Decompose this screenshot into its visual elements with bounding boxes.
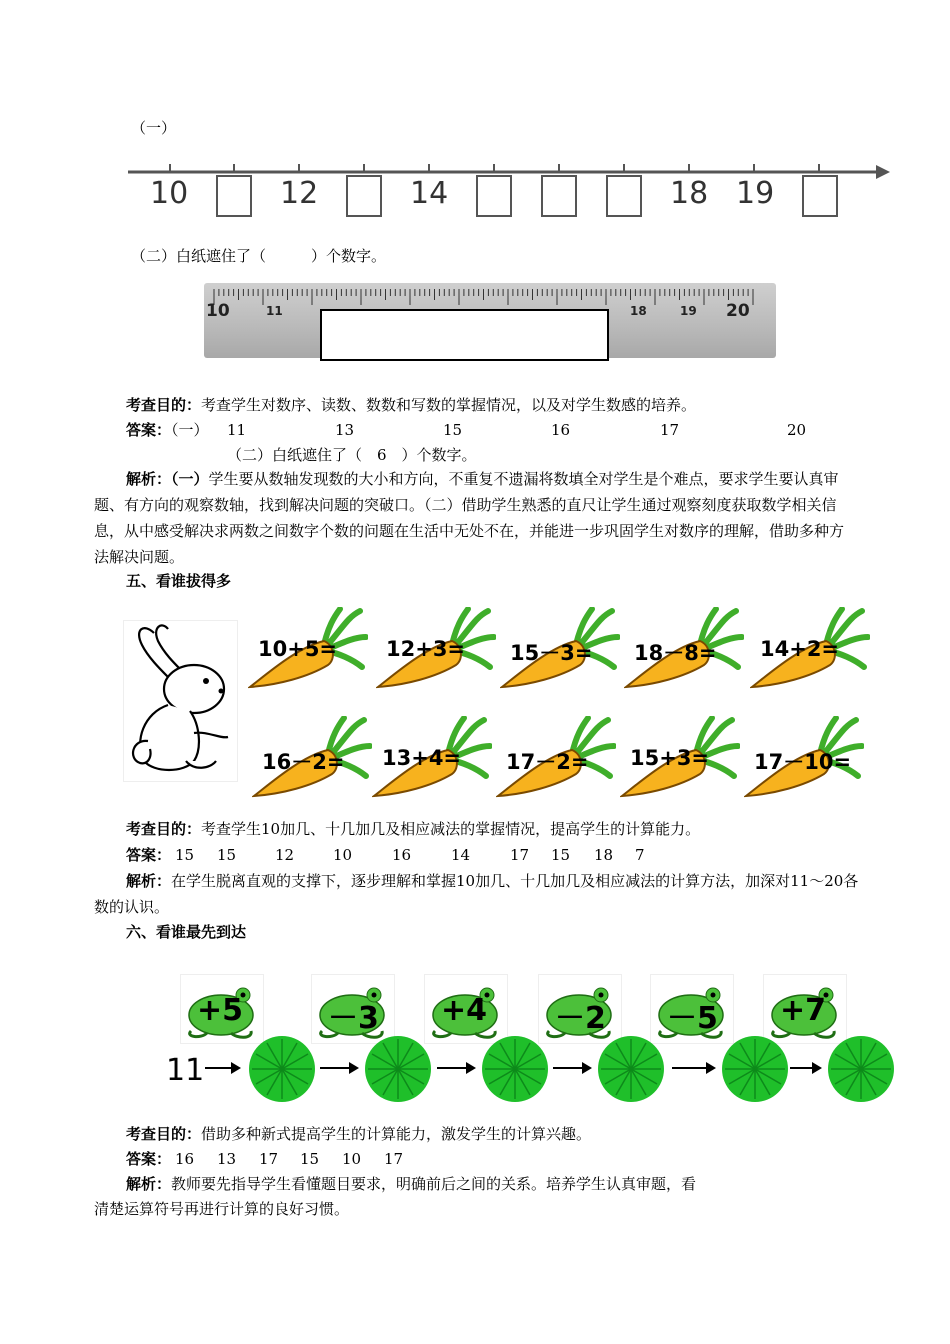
answer-value: 10 <box>342 1150 362 1168</box>
lily-pad-icon <box>247 1034 317 1104</box>
answer-value: 17 <box>384 1150 404 1168</box>
answer-value: 18 <box>594 846 614 864</box>
answer-box[interactable] <box>476 175 512 217</box>
answer-value: 7 <box>635 846 645 864</box>
answer-value: 16 <box>175 1150 195 1168</box>
carrot-problem <box>620 716 740 806</box>
arrow-icon <box>672 1060 716 1080</box>
analysis-text: 教师要先指导学生看懂题目要求，明确前后之间的关系。培养学生认真审题，看 <box>171 1175 697 1193</box>
answer-value: 20 <box>787 421 807 439</box>
frog-operation: －2 <box>555 1001 606 1036</box>
answer-value: 15 <box>300 1150 320 1168</box>
analysis-line <box>126 1172 696 1197</box>
number-19: 19 <box>736 176 775 211</box>
carrot-problem <box>750 607 870 697</box>
lily-pad-icon <box>720 1034 790 1104</box>
lily-pad-icon <box>596 1034 666 1104</box>
answer-label: 答案： <box>126 1150 172 1168</box>
answer-value: 10 <box>333 846 353 864</box>
frog-operation: +4 <box>441 993 488 1028</box>
carrot-expression: 12+3= <box>386 637 466 661</box>
carrot-expression: 10+5= <box>258 637 338 661</box>
answer-line <box>126 418 209 443</box>
answer-label: 答案： <box>126 846 172 864</box>
frog-operation: －3 <box>328 1001 379 1036</box>
carrot-problem <box>624 607 744 697</box>
carrot-expression: 15+3= <box>630 746 710 770</box>
arrow-icon <box>437 1060 476 1080</box>
frog-operation: －5 <box>667 1001 718 1036</box>
number-12: 12 <box>280 176 319 211</box>
carrot-problem <box>496 716 616 806</box>
answer-box[interactable] <box>346 175 382 217</box>
analysis-label: 解析： <box>126 470 172 488</box>
purpose-text: 考查学生对数序、读数、数数和写数的掌握情况，以及对学生数感的培养。 <box>201 396 697 414</box>
answer-value: 17 <box>259 1150 279 1168</box>
answer-label: 答案： <box>126 421 172 439</box>
carrot-problem <box>500 607 620 697</box>
section-title: 六、看谁最先到达 <box>126 923 247 941</box>
carrot-expression: 14+2= <box>760 637 840 661</box>
analysis-label: 解析： <box>126 1175 172 1193</box>
lily-pad-icon <box>363 1034 433 1104</box>
frog-operation: +7 <box>780 993 827 1028</box>
analysis-label: 解析： <box>126 872 172 890</box>
carrot-expression: 13+4= <box>382 746 462 770</box>
answer-value: 15 <box>443 421 463 439</box>
carrot-problem <box>248 607 368 697</box>
answer-value: 15 <box>551 846 571 864</box>
analysis-line-2: 清楚运算符号再进行计算的良好习惯。 <box>94 1200 350 1218</box>
carrot-expression: 17－10= <box>754 750 852 774</box>
carrot-problem <box>372 716 492 806</box>
frog-operation: +5 <box>197 993 244 1028</box>
answer-line <box>126 1147 171 1172</box>
carrot-problem <box>252 716 372 806</box>
answer-value: 16 <box>392 846 412 864</box>
carrot-expression: 15－3= <box>510 641 593 665</box>
analysis-text: 学生要从数轴发现数的大小和方向，不重复不遗漏将数填全对学生是个难点，要求学生要认真审题、有方向的观察数轴，找到解决问题的突破口。（二）借助学生熟悉的直尺让学生通过观察刻度获取数学相关信息，从中感受解决求两数之间数字个数的问题在生活中无处不在，并能进一步巩固学生对数序的理解，借助多种方法解决问题。 <box>94 470 845 566</box>
rabbit-image <box>123 620 238 782</box>
answer-value: 13 <box>335 421 355 439</box>
arrow-icon <box>320 1060 359 1080</box>
answer-box[interactable] <box>606 175 642 217</box>
purpose-text: 考查学生10加几、十几加几及相应减法的掌握情况，提高学生的计算能力。 <box>201 820 701 838</box>
answer-value: 15 <box>175 846 195 864</box>
number-18: 18 <box>670 176 709 211</box>
purpose-label: 考查目的： <box>126 820 202 838</box>
purpose-line <box>126 393 696 418</box>
answer-value: 11 <box>227 421 247 439</box>
carrot-problem <box>376 607 496 697</box>
ruler-number: 20 <box>726 301 750 321</box>
part1-label: （一） <box>131 119 177 137</box>
lily-pad-icon <box>826 1034 896 1104</box>
arrow-icon <box>553 1060 592 1080</box>
white-paper-cover <box>320 309 609 361</box>
answer-value: 13 <box>217 1150 237 1168</box>
analysis-paragraph <box>94 466 856 570</box>
answer-prefix: （一） <box>171 421 209 439</box>
purpose-line <box>126 1122 591 1147</box>
answer-value: 12 <box>275 846 295 864</box>
number-14: 14 <box>410 176 449 211</box>
lily-pad-icon <box>480 1034 550 1104</box>
ruler-number: 10 <box>206 301 230 321</box>
purpose-line <box>126 817 700 842</box>
ruler-number: 18 <box>630 304 647 318</box>
answer-value: 16 <box>551 421 571 439</box>
ruler-number: 11 <box>266 304 283 318</box>
section-title: 五、看谁拔得多 <box>126 572 232 590</box>
answer-line-2: （二）白纸遮住了（ 6 ）个数字。 <box>227 446 477 464</box>
answer-box[interactable] <box>802 175 838 217</box>
part2-label: （二）白纸遮住了（ ）个数字。 <box>131 247 387 265</box>
start-number: 11 <box>166 1053 205 1088</box>
analysis-bold: （一） <box>171 470 209 488</box>
answer-value: 14 <box>451 846 471 864</box>
carrot-expression: 18－8= <box>634 641 717 665</box>
carrot-expression: 17－2= <box>506 750 589 774</box>
answer-value: 17 <box>660 421 680 439</box>
answer-value: 17 <box>510 846 530 864</box>
arrow-icon <box>790 1060 822 1080</box>
answer-box[interactable] <box>216 175 252 217</box>
purpose-label: 考查目的： <box>126 396 202 414</box>
purpose-text: 借助多种新式提高学生的计算能力，激发学生的计算兴趣。 <box>201 1125 592 1143</box>
analysis-text: 在学生脱离直观的支撑下，逐步理解和掌握10加几、十几加几及相应减法的计算方法，加深对11～20各数的认识。 <box>94 872 859 916</box>
number-10: 10 <box>150 176 189 211</box>
answer-box[interactable] <box>541 175 577 217</box>
arrow-icon <box>205 1060 241 1080</box>
carrot-expression: 16－2= <box>262 750 345 774</box>
purpose-label: 考查目的： <box>126 1125 202 1143</box>
answer-value: 15 <box>217 846 237 864</box>
carrot-problem <box>744 716 864 806</box>
analysis-paragraph <box>94 868 860 920</box>
ruler-number: 19 <box>680 304 697 318</box>
answer-line <box>126 843 171 868</box>
